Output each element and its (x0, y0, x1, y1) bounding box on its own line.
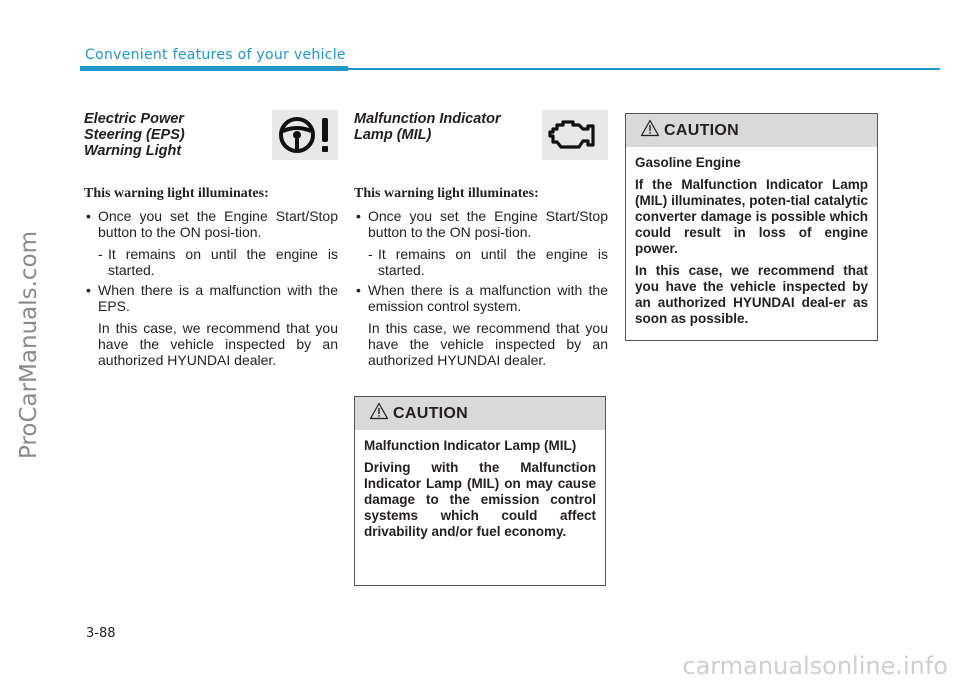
caution-subtitle: Malfunction Indicator Lamp (MIL) (364, 438, 577, 453)
warning-triangle-icon (369, 402, 389, 425)
mil-bullet-2: • When there is a malfunction with the emission control system. (354, 282, 608, 314)
mil-recommendation: In this case, we recommend that you have the vehicle inspected by an authorized HYUNDAI dealer. (368, 320, 608, 368)
eps-recommendation: In this case, we recommend that you have the vehicle inspected by an authorized HYUNDAI dealer. (98, 320, 338, 368)
mil-sub-dash: - (368, 246, 373, 262)
eps-bullet-1: • Once you set the Engine Start/Stop button to the ON posi-tion. (84, 208, 338, 240)
header-rule-thin (348, 68, 940, 70)
engine-check-icon (542, 110, 608, 160)
eps-title: Electric Power Steering (EPS) Warning Light (84, 111, 185, 159)
footer-watermark: carmanualsonline.info (682, 652, 948, 680)
eps-sub-item (84, 246, 338, 278)
caution-box-gasoline (625, 113, 878, 341)
caution-body (355, 430, 605, 555)
caution-text-1: If the Malfunction Indicator Lamp (MIL) illuminates, poten-tial catalytic converter damage is possible which could result in loss of engine power. (635, 177, 868, 256)
header-rule-thick (80, 66, 348, 71)
mil-sub-item (354, 246, 608, 278)
caution-body (626, 147, 877, 342)
caution-title: CAUTION (393, 404, 468, 422)
mil-sub-text: It remains on until the engine is started. (378, 246, 608, 278)
side-watermark: ProCarManuals.com (16, 230, 42, 460)
caution-title: CAUTION (664, 121, 739, 139)
caution-text: Driving with the Malfunction Indicator Lamp (MIL) on may cause damage to the emission control systems which could affect drivability and/or fuel economy. (364, 460, 596, 539)
caution-text-2: In this case, we recommend that you have the vehicle inspected by an authorized HYUNDAI deal-er as soon as possible. (635, 263, 868, 326)
eps-heading (84, 110, 338, 168)
page-number: 3-88 (86, 626, 116, 641)
section-header-title: Convenient features of your vehicle (85, 47, 346, 63)
steering-warning-icon (272, 110, 338, 160)
eps-bullet-2: • When there is a malfunction with the EPS. (84, 282, 338, 314)
mil-title: Malfunction Indicator Lamp (MIL) (354, 111, 501, 143)
caution-header (626, 114, 877, 147)
eps-sub-dash: - (98, 246, 103, 262)
mil-section (354, 110, 608, 372)
warning-triangle-icon (640, 119, 660, 142)
mil-heading (354, 110, 608, 168)
eps-illuminates-heading: This warning light illuminates: (84, 186, 269, 201)
caution-box-mil (354, 396, 606, 586)
eps-section (84, 110, 338, 372)
mil-illuminates-heading: This warning light illuminates: (354, 186, 539, 201)
caution-subtitle: Gasoline Engine (635, 155, 741, 170)
caution-header (355, 397, 605, 430)
eps-sub-text: It remains on until the engine is started. (108, 246, 338, 278)
mil-bullet-1: • Once you set the Engine Start/Stop button to the ON posi-tion. (354, 208, 608, 240)
